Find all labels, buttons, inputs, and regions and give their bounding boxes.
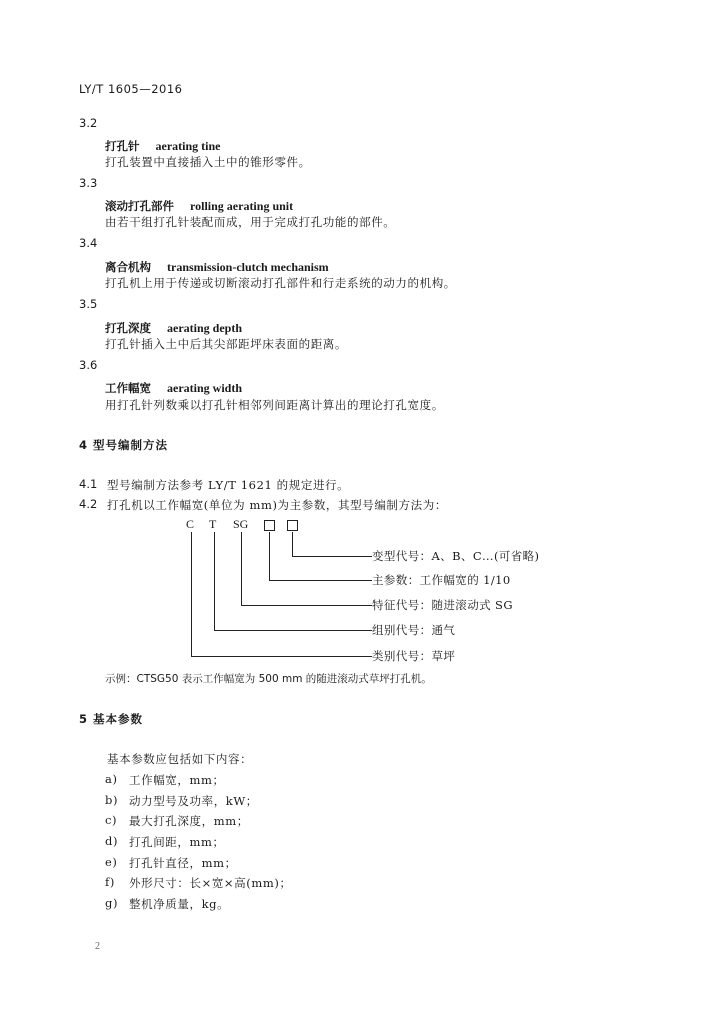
leader-line [191, 656, 372, 657]
list-item: 最大打孔深度，mm； [129, 814, 249, 828]
term-definition: 打孔机上用于传递或切断滚动打孔部件和行走系统的动力的机构。 [105, 276, 456, 290]
code-label-variant: 变型代号：A、B、C…(可省略) [372, 549, 540, 563]
term-en: aerating width [167, 381, 242, 395]
list-item-mark: b) [105, 793, 119, 807]
code-label-category: 类别代号：草坪 [372, 649, 456, 663]
clause-number: 3.3 [79, 176, 98, 190]
list-item-mark: d) [105, 834, 119, 848]
code-label-main-parameter: 主参数：工作幅宽的 1/10 [372, 573, 511, 587]
list-item-mark: a) [105, 772, 118, 786]
clause-number: 3.6 [79, 358, 98, 372]
term-cn: 打孔针 [105, 139, 140, 153]
term-definition: 打孔针插入土中后其尖部距坪床表面的距离。 [105, 337, 347, 351]
list-item: 动力型号及功率，kW； [129, 794, 258, 808]
clause-number: 4.2 [79, 497, 98, 511]
leader-line [191, 532, 192, 656]
leader-line [241, 532, 242, 605]
document-id: LY/T 1605—2016 [79, 82, 183, 96]
code-letter-c: C [186, 517, 195, 531]
code-placeholder-box [264, 520, 275, 531]
code-label-feature: 特征代号：随进滚动式 SG [372, 598, 513, 612]
term-heading [105, 195, 293, 214]
term-en: rolling aerating unit [190, 199, 294, 213]
list-item: 工作幅宽，mm； [129, 773, 225, 787]
code-placeholder-box [287, 520, 298, 531]
clause-4-1-text: 型号编制方法参考 LY/T 1621 的规定进行。 [107, 478, 350, 492]
clause-number: 3.4 [79, 236, 98, 250]
term-en: transmission-clutch mechanism [167, 260, 329, 274]
leader-line [214, 532, 215, 630]
leader-line [292, 556, 372, 557]
section-5-title: 5 基本参数 [79, 712, 144, 726]
leader-line [292, 532, 293, 556]
clause-number: 3.5 [79, 297, 98, 311]
leader-line [241, 605, 372, 606]
leader-line [214, 630, 372, 631]
leader-line [269, 532, 270, 580]
list-item: 打孔间距，mm； [129, 835, 225, 849]
code-letter-t: T [209, 517, 217, 531]
leader-line [269, 580, 372, 581]
section-4-title: 4 型号编制方法 [79, 438, 169, 452]
list-item: 整机净质量，kg。 [129, 897, 230, 911]
term-cn: 打孔深度 [105, 321, 151, 335]
list-item-mark: f) [105, 875, 115, 889]
term-en: aerating tine [155, 139, 221, 153]
page-number: 2 [95, 941, 100, 952]
term-heading [105, 377, 242, 396]
term-definition: 打孔装置中直接插入土中的锥形零件。 [105, 155, 311, 169]
term-heading [105, 135, 221, 154]
list-item-mark: c) [105, 813, 118, 827]
term-definition: 由若干组打孔针装配而成，用于完成打孔功能的部件。 [105, 215, 396, 229]
term-definition: 用打孔针列数乘以打孔针相邻列间距离计算出的理论打孔宽度。 [105, 398, 444, 412]
list-item-mark: e) [105, 855, 118, 869]
clause-4-2-text: 打孔机以工作幅宽(单位为 mm)为主参数，其型号编制方法为： [107, 498, 447, 512]
list-item-mark: g) [105, 896, 119, 910]
term-cn: 工作幅宽 [105, 381, 151, 395]
term-cn: 滚动打孔部件 [105, 199, 174, 213]
example-note: 示例：CTSG50 表示工作幅宽为 500 mm 的随进滚动式草坪打孔机。 [105, 673, 432, 685]
list-item: 打孔针直径，mm； [129, 856, 237, 870]
term-cn: 离合机构 [105, 260, 151, 274]
term-heading [105, 317, 242, 336]
section-5-intro: 基本参数应包括如下内容： [107, 752, 253, 766]
code-letter-sg: SG [233, 517, 249, 531]
clause-number: 4.1 [79, 477, 98, 491]
code-label-group: 组别代号：通气 [372, 623, 456, 637]
list-item: 外形尺寸：长×宽×高(mm)； [129, 876, 292, 890]
clause-number: 3.2 [79, 116, 98, 130]
term-heading [105, 256, 329, 275]
term-en: aerating depth [167, 321, 242, 335]
